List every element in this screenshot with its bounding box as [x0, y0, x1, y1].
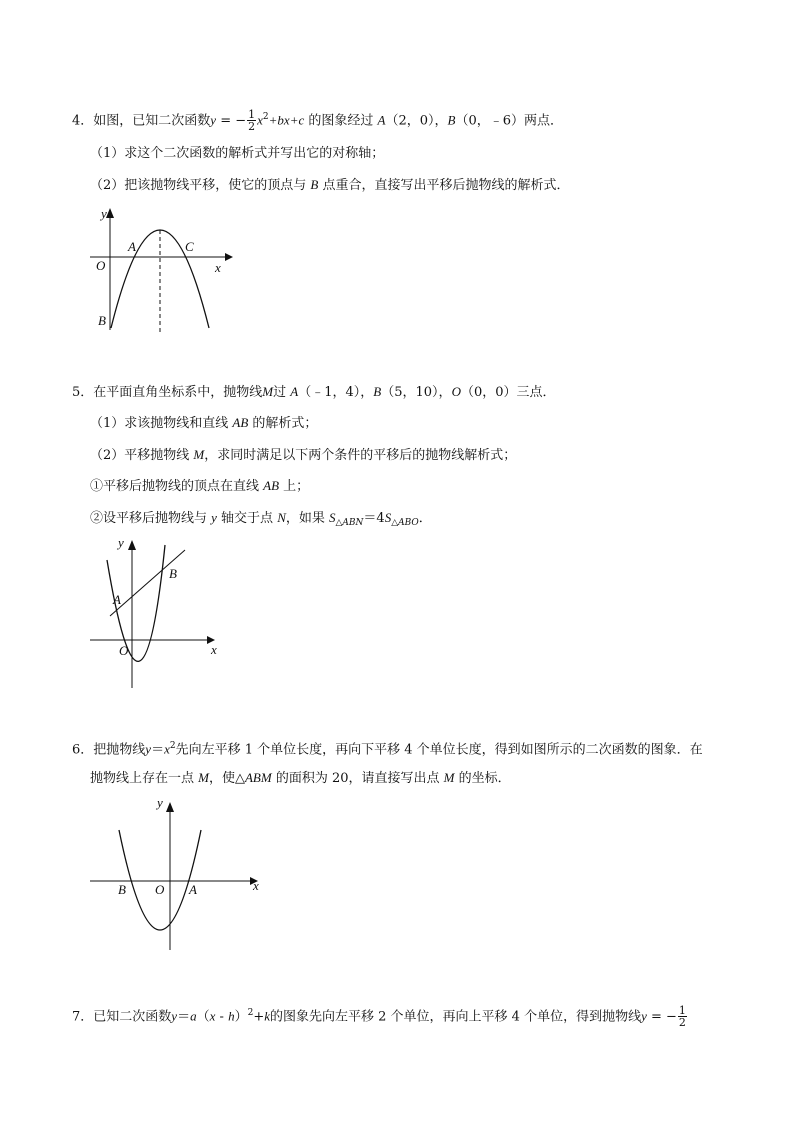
- label-x: x: [253, 878, 259, 893]
- label-C: C: [185, 239, 194, 254]
- p4-question-2: （2）把该抛物线平移，使它的顶点与 B 点重合，直接写出平移后抛物线的解析式．: [90, 177, 570, 193]
- label-y: y: [118, 535, 124, 550]
- y-axis-arrow: [106, 208, 114, 218]
- p5-question-1: （1）求该抛物线和直线 AB 的解析式；: [90, 415, 318, 431]
- label-B: B: [98, 313, 106, 328]
- parabola: [119, 830, 201, 930]
- label-A: A: [189, 882, 197, 897]
- p5-statement: 5．在平面直角坐标系中，抛物线M过 A（﹣1，4），B（5，10），O（0，0）三点．: [72, 384, 556, 400]
- p5-figure: [85, 530, 235, 695]
- label-O: O: [155, 882, 165, 897]
- p4-figure: [85, 200, 245, 340]
- label-x: x: [215, 260, 221, 275]
- p5-question-2: （2）平移抛物线 M，求同时满足以下两个条件的平移后的抛物线解析式；: [90, 447, 517, 463]
- p4-statement: 4．如图，已知二次函数y = − $\frac{1}{2}$ $x^2+bx+c$ 的图象经过 A（2，0），B（0，﹣6）两点．: [72, 108, 564, 134]
- label-y: y: [101, 206, 107, 221]
- label-A: A: [128, 239, 136, 254]
- p5-condition-1: ①平移后抛物线的顶点在直线 AB 上；: [90, 478, 310, 494]
- label-y: y: [157, 795, 163, 810]
- p6-figure: [85, 790, 275, 955]
- fraction: $\frac{1}{2}$: [248, 108, 256, 134]
- label-A: A: [113, 592, 121, 607]
- y-axis-arrow: [128, 540, 136, 550]
- label-B: B: [169, 566, 177, 581]
- label-O: O: [96, 258, 106, 273]
- p7-statement: 7．已知二次函数y＝a（x - h）$^2$+k的图象先向左平移 2 个单位，再向上平移 4 个单位，得到抛物线y = − $\frac{1}{2}$: [72, 1004, 686, 1030]
- p4-question-1: （1）求这个二次函数的解析式并写出它的对称轴；: [90, 146, 385, 161]
- p6-statement-line-1: 6．把抛物线$y=x^2$先向左平移 1 个单位长度，再向下平移 4 个单位长度，得到如图所示的二次函数的图象．在: [72, 741, 703, 758]
- y-axis-arrow: [166, 802, 174, 812]
- p6-statement-line-2: 抛物线上存在一点 M，使△ABM 的面积为 20，请直接写出点 M 的坐标．: [90, 770, 511, 786]
- x-axis-arrow: [225, 253, 233, 261]
- label-B: B: [118, 882, 126, 897]
- label-x: x: [211, 642, 217, 657]
- fraction: $\frac{1}{2}$: [678, 1004, 686, 1030]
- line-AB: [110, 550, 185, 616]
- p5-condition-2: ②设平移后抛物线与 y 轴交于点 N，如果 $S_{\triangle ABN}=4S_{\triangle ABO}$．: [90, 510, 432, 528]
- label-O: O: [119, 643, 129, 658]
